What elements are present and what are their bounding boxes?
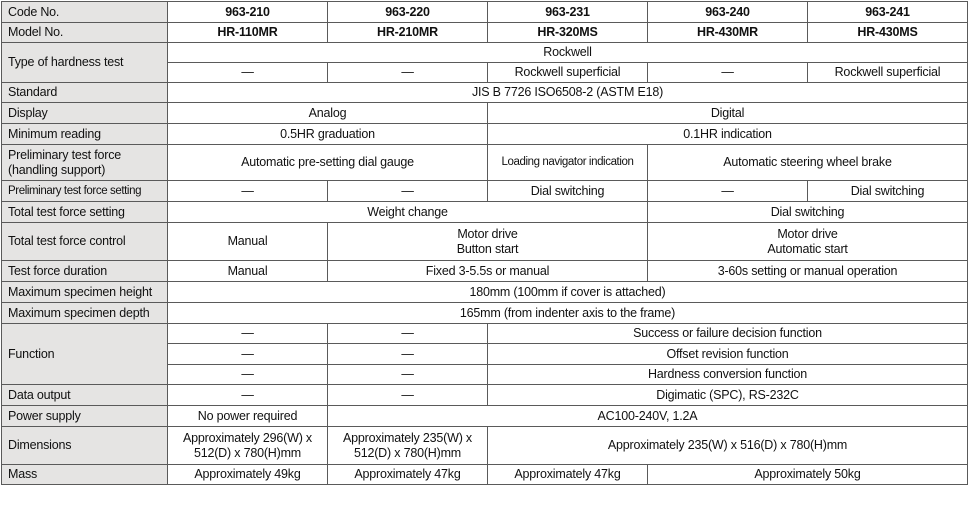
dash-cell: —: [328, 385, 488, 406]
hardness-test-row: [2, 43, 968, 63]
model-hr-210mr: HR-210MR: [328, 23, 488, 43]
dimensions-label: Dimensions: [2, 427, 168, 465]
power-label: Power supply: [2, 406, 168, 427]
min-reading-row: [2, 124, 968, 145]
max-depth-label: Maximum specimen depth: [2, 303, 168, 324]
mass-hr110: Approximately 49kg: [168, 465, 328, 485]
data-output-label: Data output: [2, 385, 168, 406]
function-offset-revision: Offset revision function: [488, 344, 968, 365]
function-hardness-conversion: Hardness conversion function: [488, 365, 968, 385]
total-control-auto: [648, 223, 968, 261]
prelim-setting-hr320: Dial switching: [488, 181, 648, 202]
total-setting-row: [2, 202, 968, 223]
spec-table: [1, 1, 968, 485]
min-reading-digital: 0.1HR indication: [488, 124, 968, 145]
dash-cell: —: [648, 63, 808, 83]
code-label: Code No.: [2, 2, 168, 23]
hardness-test-rockwell: Rockwell: [168, 43, 968, 63]
duration-row: [2, 261, 968, 282]
dimensions-rest: Approximately 235(W) x 516(D) x 780(H)mm: [488, 427, 968, 465]
standard-value: JIS B 7726 ISO6508-2 (ASTM E18): [168, 83, 968, 103]
total-setting-label: Total test force setting: [2, 202, 168, 223]
min-reading-analog: 0.5HR graduation: [168, 124, 488, 145]
model-label: Model No.: [2, 23, 168, 43]
total-control-motor-line1: Motor drive: [457, 226, 518, 241]
dash-cell: —: [328, 181, 488, 202]
dimensions-hr110: [168, 427, 328, 465]
dash-cell: —: [168, 365, 328, 385]
max-height-label: Maximum specimen height: [2, 282, 168, 303]
data-output-row: [2, 385, 968, 406]
prelim-setting-row: [2, 181, 968, 202]
prelim-setting-hr430ms: Dial switching: [808, 181, 968, 202]
display-analog: Analog: [168, 103, 488, 124]
function-row-1: [2, 324, 968, 344]
hardness-test-superficial-430: Rockwell superficial: [808, 63, 968, 83]
mass-row: [2, 465, 968, 485]
prelim-force-hr320: Loading navigator indication: [488, 145, 648, 181]
function-label: Function: [2, 324, 168, 385]
duration-setting: 3-60s setting or manual operation: [648, 261, 968, 282]
dash-cell: —: [648, 181, 808, 202]
total-control-manual: Manual: [168, 223, 328, 261]
model-hr-430mr: HR-430MR: [648, 23, 808, 43]
hardness-test-superficial-320: Rockwell superficial: [488, 63, 648, 83]
dash-cell: —: [328, 365, 488, 385]
dimensions-hr110-line1: Approximately 296(W) x: [183, 430, 312, 445]
min-reading-label: Minimum reading: [2, 124, 168, 145]
dimensions-hr110-line2: 512(D) x 780(H)mm: [193, 445, 302, 460]
total-control-motor: [328, 223, 648, 261]
code-row: [2, 2, 968, 23]
dash-cell: —: [168, 344, 328, 365]
prelim-force-row: [2, 145, 968, 181]
display-digital: Digital: [488, 103, 968, 124]
total-setting-dial: Dial switching: [648, 202, 968, 223]
max-height-value: 180mm (100mm if cover is attached): [168, 282, 968, 303]
duration-manual: Manual: [168, 261, 328, 282]
code-963-210: 963-210: [168, 2, 328, 23]
total-control-motor-line2: Button start: [456, 241, 519, 256]
function-success-failure: Success or failure decision function: [488, 324, 968, 344]
code-963-240: 963-240: [648, 2, 808, 23]
display-row: [2, 103, 968, 124]
total-control-row: [2, 223, 968, 261]
duration-fixed: Fixed 3-5.5s or manual: [328, 261, 648, 282]
display-label: Display: [2, 103, 168, 124]
dash-cell: —: [328, 324, 488, 344]
mass-hr320: Approximately 47kg: [488, 465, 648, 485]
max-depth-value: 165mm (from indenter axis to the frame): [168, 303, 968, 324]
dimensions-hr210-line1: Approximately 235(W) x: [343, 430, 472, 445]
total-setting-weight: Weight change: [168, 202, 648, 223]
standard-label: Standard: [2, 83, 168, 103]
dimensions-hr210-line2: 512(D) x 780(H)mm: [353, 445, 462, 460]
data-output-value: Digimatic (SPC), RS-232C: [488, 385, 968, 406]
model-hr-110mr: HR-110MR: [168, 23, 328, 43]
prelim-force-analog: Automatic pre-setting dial gauge: [168, 145, 488, 181]
dash-cell: —: [168, 324, 328, 344]
dash-cell: —: [168, 181, 328, 202]
dash-cell: —: [168, 385, 328, 406]
total-control-auto-line2: Automatic start: [767, 241, 848, 256]
model-hr-430ms: HR-430MS: [808, 23, 968, 43]
code-963-241: 963-241: [808, 2, 968, 23]
power-row: [2, 406, 968, 427]
duration-label: Test force duration: [2, 261, 168, 282]
dash-cell: —: [328, 344, 488, 365]
dimensions-row: [2, 427, 968, 465]
model-row: [2, 23, 968, 43]
code-963-220: 963-220: [328, 2, 488, 23]
mass-hr430: Approximately 50kg: [648, 465, 968, 485]
dash-cell: —: [328, 63, 488, 83]
mass-label: Mass: [2, 465, 168, 485]
prelim-force-label-line1: Preliminary test force: [8, 147, 121, 162]
model-hr-320ms: HR-320MS: [488, 23, 648, 43]
power-none: No power required: [168, 406, 328, 427]
hardness-test-label: Type of hardness test: [2, 43, 168, 83]
prelim-force-hr430: Automatic steering wheel brake: [648, 145, 968, 181]
standard-row: [2, 83, 968, 103]
prelim-force-label: [2, 145, 168, 181]
prelim-force-label-line2: (handling support): [8, 162, 106, 177]
total-control-auto-line1: Motor drive: [777, 226, 838, 241]
prelim-setting-label: Preliminary test force setting: [2, 181, 168, 202]
mass-hr210: Approximately 47kg: [328, 465, 488, 485]
dimensions-hr210: [328, 427, 488, 465]
dash-cell: —: [168, 63, 328, 83]
total-control-label: Total test force control: [2, 223, 168, 261]
max-height-row: [2, 282, 968, 303]
power-value: AC100-240V, 1.2A: [328, 406, 968, 427]
max-depth-row: [2, 303, 968, 324]
code-963-231: 963-231: [488, 2, 648, 23]
